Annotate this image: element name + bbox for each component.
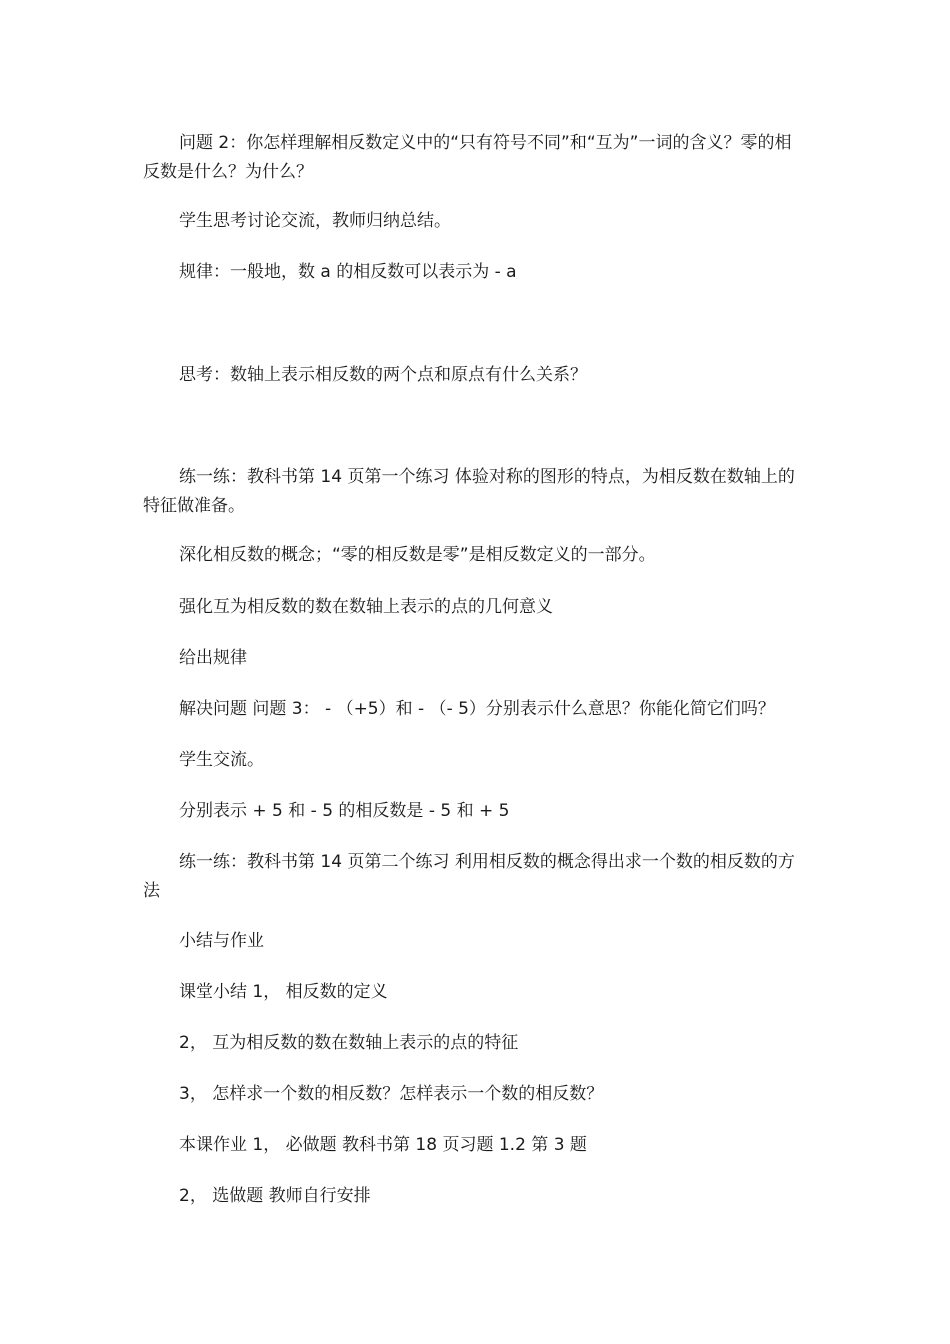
paragraph-meaning: 分别表示 + 5 和 - 5 的相反数是 - 5 和 + 5	[179, 801, 510, 821]
paragraph-practice-2: 练一练：教科书第 14 页第二个练习 利用相反数的概念得出求一个数的相反数的方法	[143, 852, 795, 901]
paragraph-strengthen: 强化互为相反数的数在数轴上表示的点的几何意义	[179, 597, 553, 617]
paragraph-practice-1: 练一练：教科书第 14 页第一个练习 体验对称的图形的特点，为相反数在数轴上的特征做准备。	[143, 467, 795, 516]
paragraph-summary-3: 3， 怎样求一个数的相反数？怎样表示一个数的相反数？	[179, 1084, 604, 1104]
paragraph-homework-2: 2， 选做题 教师自行安排	[179, 1186, 371, 1206]
paragraph-student-discussion: 学生思考讨论交流，教师归纳总结。	[179, 211, 451, 231]
paragraph-student-exchange: 学生交流。	[179, 750, 264, 770]
paragraph-deepen-concept: 深化相反数的概念；“零的相反数是零”是相反数定义的一部分。	[179, 545, 656, 565]
paragraph-rule: 规律：一般地，数 a 的相反数可以表示为 - a	[179, 262, 517, 282]
paragraph-summary-2: 2， 互为相反数的数在数轴上表示的点的特征	[179, 1033, 519, 1053]
paragraph-question-3: 解决问题 问题 3： - （+5）和 - （- 5）分别表示什么意思？你能化简它们吗？	[179, 699, 775, 719]
paragraph-summary-1: 课堂小结 1， 相反数的定义	[179, 982, 388, 1002]
paragraph-think: 思考：数轴上表示相反数的两个点和原点有什么关系？	[179, 365, 587, 385]
paragraph-question-2: 问题 2：你怎样理解相反数定义中的“只有符号不同”和“互为”一词的含义？零的相反数是什么？为什么？	[143, 133, 792, 182]
paragraph-give-rule: 给出规律	[179, 648, 247, 668]
paragraph-homework-1: 本课作业 1， 必做题 教科书第 18 页习题 1.2 第 3 题	[179, 1135, 587, 1155]
paragraph-summary-heading: 小结与作业	[179, 931, 264, 951]
